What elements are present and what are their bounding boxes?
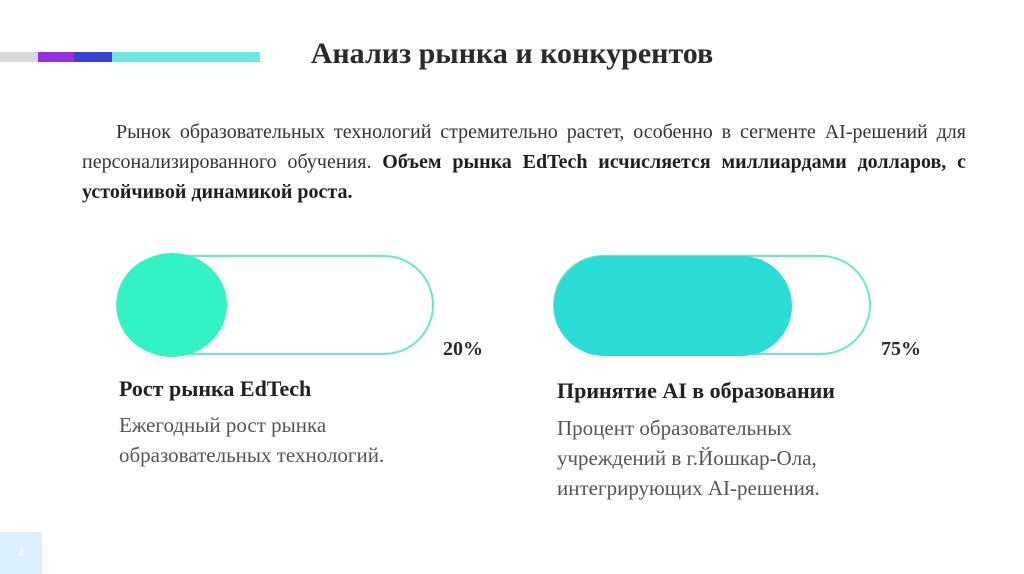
intro-paragraph	[82, 117, 966, 207]
ai-adoption-description	[557, 413, 820, 503]
growth-description	[119, 410, 384, 470]
growth-description-line: образовательных технологий.	[119, 443, 385, 467]
ai-adoption-percent: 75%	[881, 338, 921, 360]
ai-adoption-description-line: интегрирующих AI-решения.	[557, 476, 820, 500]
intro-text: Рынок образовательных технологий стремительно растет, особенно в сегменте AI-решений для персонализированного обучения.	[82, 121, 966, 173]
ai-adoption-description-line: учреждений в г.Йошкар-Ола,	[557, 446, 817, 470]
growth-gauge-knob	[117, 253, 227, 357]
growth-title: Рост рынка EdTech	[119, 376, 312, 401]
ai-adoption-title: Принятие AI в образовании	[557, 378, 835, 403]
ai-adoption-description-line: Процент образовательных	[557, 416, 792, 440]
intro-bold-text: Объем рынка EdTech исчисляется миллиардами долларов, с устойчивой динамикой роста.	[82, 151, 966, 203]
ai-adoption-gauge-fill	[554, 256, 792, 356]
growth-description-line: Ежегодный рост рынка	[119, 413, 327, 437]
slide-title: Анализ рынка и конкурентов	[310, 37, 714, 70]
page-number: 4	[0, 532, 42, 574]
growth-percent: 20%	[443, 338, 483, 360]
